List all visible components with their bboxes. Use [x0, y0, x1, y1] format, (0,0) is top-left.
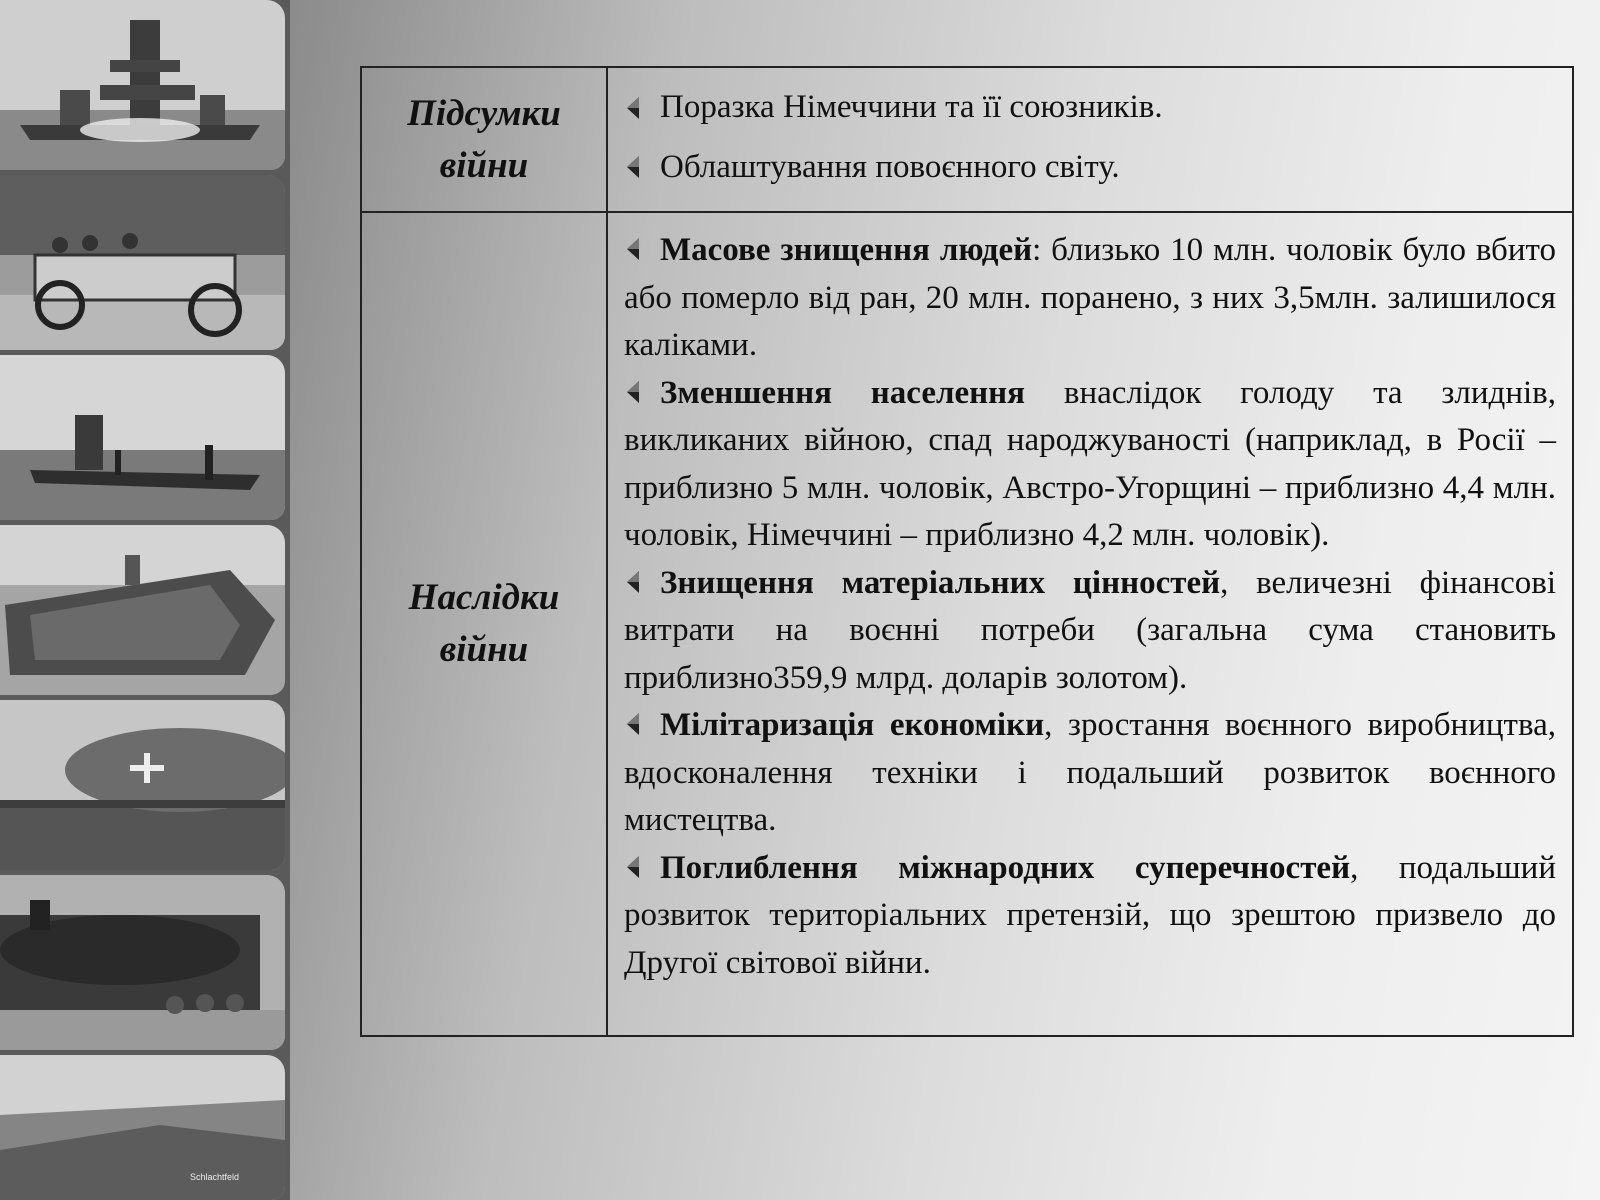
consequence-4-title: Мілітаризація економіки	[660, 707, 1045, 743]
list-item	[624, 227, 1556, 370]
table-row-consequences	[361, 212, 1573, 1036]
photo-submarine	[0, 355, 285, 520]
results-item-2: Облаштування повоєнного світу.	[660, 148, 1120, 185]
consequence-4-text: , зростання воєнного виробництва, вдосконалення техніки і подальший розвиток воєнного мистецтва.	[624, 707, 1556, 838]
arrow-bullet-icon	[624, 236, 654, 262]
arrow-bullet-icon	[624, 854, 654, 880]
table-row-results	[361, 67, 1573, 212]
results-header-cell	[361, 67, 607, 212]
summary-table-container	[360, 66, 1574, 1037]
photo-car	[0, 175, 285, 350]
battlefield-caption: Schlachtfeld	[190, 1172, 240, 1182]
results-body-cell	[607, 67, 1573, 212]
arrow-bullet-icon	[624, 569, 654, 595]
photo-battleship	[0, 0, 285, 170]
arrow-bullet-icon	[624, 154, 654, 180]
list-item	[624, 560, 1556, 703]
consequence-5-title: Поглиблення міжнародних суперечностей	[660, 849, 1351, 886]
list-item	[624, 702, 1556, 845]
consequences-header: Наслідки війни	[408, 577, 560, 670]
arrow-bullet-icon	[624, 95, 654, 121]
arrow-bullet-icon	[624, 711, 654, 737]
consequence-2-title: Зменшення населення	[660, 374, 1026, 411]
consequences-header-cell	[361, 212, 607, 1036]
photo-tank	[0, 525, 285, 695]
consequence-3-text: , величезні фінансові витрати на воєнні потреби (загальна сума становить приблизно359,9 млрд. доларів золотом).	[624, 564, 1556, 696]
photo-train	[0, 875, 285, 1050]
arrow-bullet-icon	[624, 379, 654, 405]
list-item	[624, 84, 1556, 132]
consequence-5-text: , подальший розвиток територіальних претензій, що зрештою призвело до Другої світової війни.	[624, 849, 1557, 981]
photo-battlefield	[0, 1055, 285, 1200]
list-item	[624, 845, 1556, 988]
list-item	[624, 370, 1556, 560]
summary-table	[360, 66, 1574, 1037]
consequence-1-title: Масове знищення людей	[660, 232, 1033, 268]
results-item-1: Поразка Німеччини та її союзників.	[660, 89, 1163, 125]
consequences-body-cell	[607, 212, 1573, 1036]
photo-zeppelin	[0, 700, 285, 870]
results-header: Підсумки війни	[407, 92, 561, 186]
photo-strip	[0, 0, 290, 1200]
consequence-3-title: Знищення матеріальних цінностей	[660, 564, 1221, 601]
consequence-1-text: : близько 10 млн. чоловік було вбито або померло від ран, 20 млн. поранено, з них 3,5млн. залишилося каліками.	[624, 232, 1556, 363]
list-item	[624, 144, 1556, 192]
consequence-2-text: внаслідок голоду та злиднів, викликаних війною, спад народжуваності (наприклад, в Росії – приблизно 5 млн. чоловік, Австро-Угорщині – приблизно 4,4 млн. чоловік, Німеччині – приблизно 4,2 млн. чоловік).	[624, 374, 1556, 553]
